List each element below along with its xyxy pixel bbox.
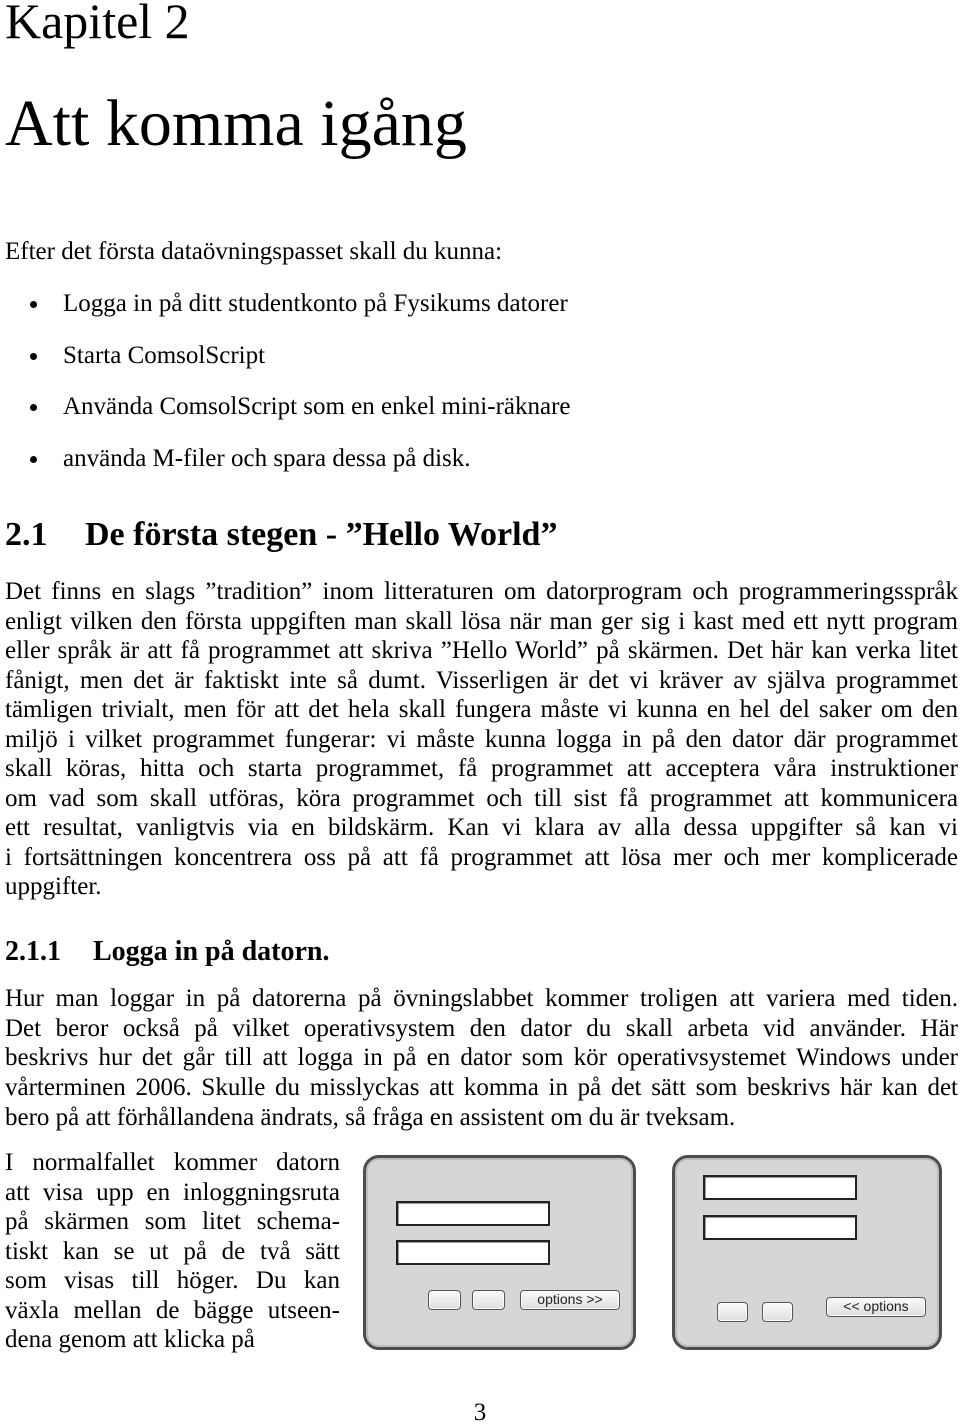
text-line: Hur man loggar in på datorerna på övningslabbet kommer troligen att variera med tiden. bbox=[5, 985, 958, 1012]
section-body bbox=[5, 577, 958, 902]
text-line: tämligen trivialt, men för att det hela skall fungera måste vi kunna en hel del saker om den bbox=[5, 696, 958, 723]
section-title: De första stegen - ”Hello World” bbox=[85, 516, 558, 553]
text-line: växla mellan de bägge utseen- bbox=[5, 1296, 340, 1324]
text-line: om vad som skall utföras, köra programmet och till sist få programmet att kommunicera bbox=[5, 784, 958, 812]
list-item bbox=[0, 289, 960, 319]
bullet-icon bbox=[30, 301, 37, 308]
input-field bbox=[703, 1215, 857, 1240]
subsection-number: 2.1.1 bbox=[5, 936, 61, 967]
login-window-compact bbox=[363, 1155, 636, 1350]
list-item bbox=[0, 444, 960, 474]
list-item-text: Starta ComsolScript bbox=[63, 341, 266, 369]
text-line: fånigt, men det är faktiskt inte så dumt. Visserligen är det vi kräver av själva programmet bbox=[5, 666, 958, 694]
blank-button bbox=[428, 1290, 461, 1310]
text-line: skall köras, hitta och starta programmet, få programmet att acceptera våra instruktioner bbox=[5, 755, 958, 782]
text-line: eller språk är att få programmet att skriva ”Hello World” på skärmen. Det här kan verka litet bbox=[5, 637, 958, 664]
intro-text: Efter det första dataövningspasset skall du kunna: bbox=[5, 238, 503, 265]
input-field bbox=[703, 1175, 857, 1200]
section-number: 2.1 bbox=[5, 516, 48, 553]
text-line: på skärmen som litet schema- bbox=[5, 1208, 340, 1235]
text-line: i fortsättningen koncentrera oss på att få programmet att lösa mer och mer komplicerade bbox=[5, 843, 958, 871]
blank-button bbox=[472, 1290, 505, 1310]
text-line: tiskt kan se ut på de två sätt bbox=[5, 1237, 340, 1265]
page-number: 3 bbox=[473, 1399, 487, 1425]
list-item-text: använda M-filer och spara dessa på disk. bbox=[63, 445, 471, 473]
text-line: som visas till höger. Du kan bbox=[5, 1267, 340, 1294]
text-line: beskrivs hur det går till att logga in på en dator som kör operativsystemet Windows under bbox=[5, 1044, 958, 1072]
text-line: Det beror också på vilket operativsystem den dator du skall arbeta vid använder. Här bbox=[5, 1014, 958, 1042]
text-line: miljö i vilket programmet fungerar: vi måste kunna logga in på den dator där programmet bbox=[5, 725, 958, 753]
list-item-text: Använda ComsolScript som en enkel mini-räknare bbox=[63, 393, 571, 421]
goal-list bbox=[0, 289, 960, 496]
text-line: vårterminen 2006. Skulle du misslyckas att komma in på det sätt som beskrivs här kan det bbox=[5, 1074, 958, 1102]
list-item bbox=[0, 341, 960, 371]
options-button: options >> bbox=[520, 1290, 620, 1310]
chapter-label: Kapitel 2 bbox=[5, 0, 190, 49]
bullet-icon bbox=[30, 456, 37, 463]
subsection-title: Logga in på datorn. bbox=[93, 936, 330, 967]
section-heading bbox=[5, 515, 557, 555]
input-field bbox=[396, 1201, 550, 1226]
subsection-body bbox=[5, 984, 958, 1133]
wrap-text bbox=[5, 1148, 340, 1355]
text-line: ett resultat, vanligtvis via en bildskärm. Kan vi klara av alla dessa uppgifter så kan vi bbox=[5, 814, 958, 841]
text-line: enligt vilken den första uppgiften man skall lösa när man ger sig i kast med ett nytt program bbox=[5, 607, 958, 635]
list-item bbox=[0, 392, 960, 422]
text-line: att visa upp en inloggningsruta bbox=[5, 1178, 340, 1206]
text-line: bero på att förhållandena ändrats, så fråga en assistent om du är tveksam. bbox=[5, 1103, 736, 1131]
list-item-text: Logga in på ditt studentkonto på Fysikums datorer bbox=[63, 290, 568, 317]
text-line: uppgifter. bbox=[5, 873, 102, 900]
options-button: << options bbox=[826, 1297, 926, 1317]
text-line: Det finns en slags ”tradition” inom litteraturen om datorprogram och programmeringsspråk bbox=[5, 578, 958, 605]
text-line: dena genom att klicka på bbox=[5, 1326, 255, 1353]
text-line: I normalfallet kommer datorn bbox=[5, 1149, 340, 1176]
login-window-expanded bbox=[672, 1155, 942, 1350]
subsection-heading bbox=[5, 935, 330, 969]
chapter-title: Att komma igång bbox=[5, 87, 467, 160]
bullet-icon bbox=[30, 404, 37, 411]
input-field bbox=[396, 1240, 550, 1265]
blank-button bbox=[762, 1302, 793, 1322]
bullet-icon bbox=[30, 353, 37, 360]
blank-button bbox=[717, 1302, 748, 1322]
